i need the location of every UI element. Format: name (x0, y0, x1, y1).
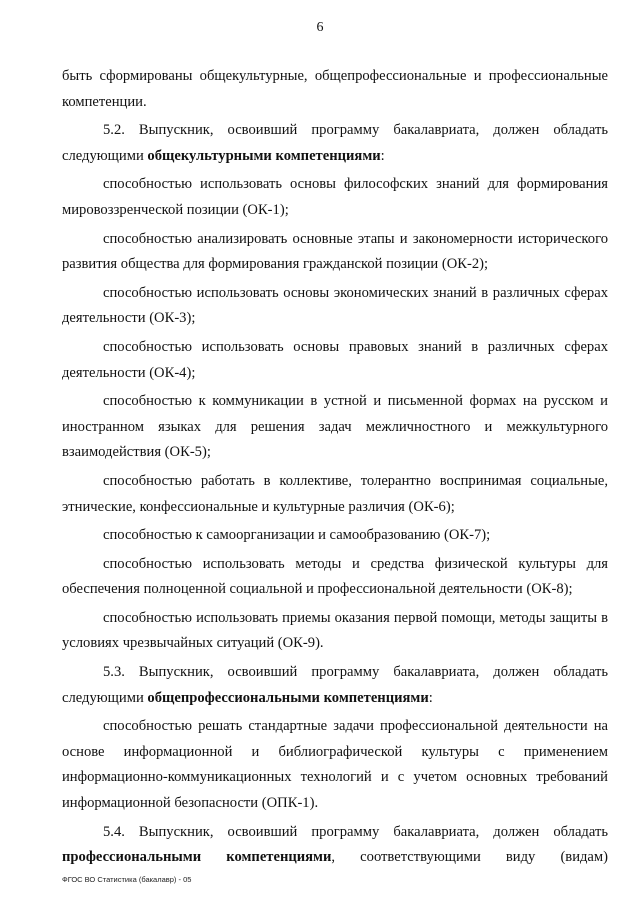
paragraph-5-3-text: 5.3. Выпускник, освоивший программу бакалавриата, должен обладать следующими (62, 664, 608, 706)
paragraph-5-2-text: 5.2. Выпускник, освоивший программу бакалавриата, должен обладать следующими (62, 122, 608, 164)
paragraph-5-4 (62, 820, 608, 871)
competence-ok-4: способностью использовать основы правовых знаний в различных сферах деятельности (ОК-4); (62, 338, 608, 381)
competence-ok-2: способностью анализировать основные этапы и закономерности исторического развития общества для формирования гражданской позиции (ОК-2); (62, 230, 608, 273)
competence-ok-6: способностью работать в коллективе, толерантно воспринимая социальные, этнические, конфессиональные и культурные различия (ОК-6); (62, 472, 608, 515)
paragraph-intro: быть сформированы общекультурные, общепрофессиональные и профессиональные компетенции. (62, 68, 608, 110)
competence-ok-9: способностью использовать приемы оказания первой помощи, методы защиты в условиях чрезвычайных ситуаций (ОК-9). (62, 609, 608, 652)
paragraph-5-4-tail: , соответствующими виду (видам) (331, 849, 609, 866)
competence-ok-3: способностью использовать основы экономических знаний в различных сферах деятельности (ОК-3); (62, 284, 608, 327)
paragraph-5-3 (62, 660, 608, 711)
paragraph-5-2 (62, 118, 608, 169)
general-professional-competences-term: общепрофессиональными компетенциями (147, 689, 429, 706)
general-cultural-competences-term: общекультурными компетенциями (147, 147, 381, 164)
document-body (62, 64, 608, 871)
competence-ok-7: способностью к самоорганизации и самообразованию (ОК-7); (103, 527, 491, 544)
paragraph-5-3-colon: : (428, 689, 433, 706)
competence-ok-1: способностью использовать основы философских знаний для формирования мировоззренческой позиции (ОК-1); (62, 176, 608, 218)
competence-ok-5: способностью к коммуникации в устной и письменной формах на русском и иностранном языках для решения задач межличностного и межкультурного взаимодействия (ОК-5); (62, 393, 608, 461)
competence-ok-8: способностью использовать методы и средства физической культуры для обеспечения полноценной социальной и профессиональной деятельности (ОК-8); (62, 555, 608, 598)
professional-competences-term: профессиональными компетенциями (62, 849, 332, 866)
paragraph-5-4-text: 5.4. Выпускник, освоивший программу бакалавриата, должен обладать (103, 823, 608, 840)
paragraph-5-2-colon: : (380, 147, 385, 164)
page-number: 6 (316, 20, 324, 35)
document-footer: ФГОС ВО Статистика (бакалавр) - 05 (62, 875, 192, 884)
competence-opk-1: способностью решать стандартные задачи профессиональной деятельности на основе информационной и библиографической культуры с применением информационно-коммуникационных технологий и с учетом основных требований информационной безопасности (ОПК-1). (62, 718, 608, 812)
